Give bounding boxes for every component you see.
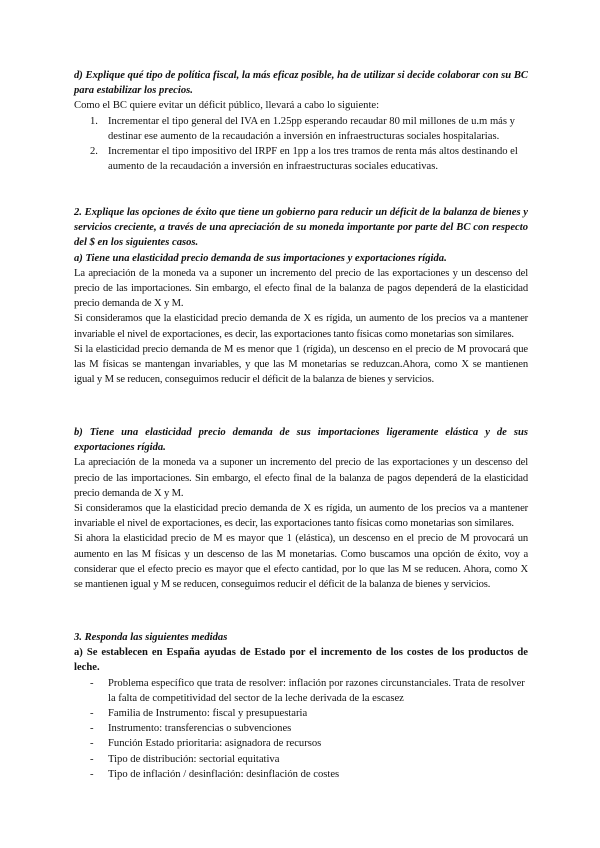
list-item (74, 114, 528, 144)
dash-bullet: - (90, 677, 94, 689)
list-number: 2. (90, 146, 98, 158)
question-3-heading: 3. Responda las siguientes medidas (74, 632, 228, 643)
question-2b (74, 425, 528, 592)
list-item-text: Tipo de distribución: sectorial equitativa (108, 753, 280, 765)
list-item (74, 767, 528, 782)
question-2 (74, 205, 528, 387)
paragraph: La apreciación de la moneda va a suponer un incremento del precio de las exportaciones y un descenso del precio de las importaciones. Sin embargo, el efecto final de la balanza de pagos dependerá de la elasticidad precio demanda de X y M. (74, 457, 528, 499)
dash-bullet: - (90, 708, 94, 720)
section-d-heading: d) Explique qué tipo de política fiscal, la más eficaz posible, ha de utilizar si decide colaborar con su BC para estabilizar los precios. (74, 70, 528, 97)
question-2-heading: 2. Explique las opciones de éxito que tiene un gobierno para reducir un déficit de la balanza de bienes y servicios creciente, a través de una apreciación de su moneda importante por parte del BC con respecto del $ en los siguientes casos. (74, 207, 528, 249)
section-d-intro: Como el BC quiere evitar un déficit público, llevará a cabo lo siguiente: (74, 100, 380, 112)
dash-bullet: - (90, 738, 94, 750)
list-item (74, 752, 528, 767)
dash-bullet: - (90, 723, 94, 735)
question-3a-heading: a) Se establecen en España ayudas de Estado por el incremento de los costes de los productos de leche. (74, 647, 528, 674)
list-item-text: Función Estado prioritaria: asignadora de recursos (108, 738, 322, 750)
list-number: 1. (90, 115, 98, 127)
list-item (74, 721, 528, 736)
list-item-text: Incrementar el tipo impositivo del IRPF en 1pp a los tres tramos de renta más altos destinando el aumento de la recaudación a inversión en infraestructuras sociales educativas. (108, 146, 518, 173)
list-item-text: Familia de Instrumento: fiscal y presupuestaria (108, 708, 308, 720)
question-2b-heading: b) Tiene una elasticidad precio demanda de sus importaciones ligeramente elástica y de sus exportaciones rígida. (74, 427, 528, 454)
list-item-text: Problema específico que trata de resolver: inflación por razones circunstanciales. Trata de resolver la falta de competitividad del sector de la leche derivada de la escasez (108, 677, 525, 704)
question-3a-list (74, 676, 528, 782)
paragraph: Si la elasticidad precio demanda de M es menor que 1 (rígida), un descenso en el precio de M provocará que las M físicas se mantengan invariables, y que las M monetarias se reduzcan.Ahora, como X se mantienen igual y M se reducen, conseguimos reducir el déficit de la balanza de bienes y servicios. (74, 343, 528, 386)
dash-bullet: - (90, 768, 94, 780)
paragraph: Si ahora la elasticidad precio de M es mayor que 1 (elástica), un descenso en el precio de M provocará un aumento en las M físicas y un descenso de las M monetarias. Como buscamos una opción de éxito, voy a considerar que el efecto precio es mayor que el efecto cantidad, por lo que las M se reducen. Ahora, como X se mantienen igual y M se reducen, conseguimos reducir el déficit de la balanza de bienes y servicios. (74, 533, 528, 591)
list-item (74, 144, 528, 174)
list-item-text: Incrementar el tipo general del IVA en 1.25pp esperando recaudar 80 mil millones de u.m más y destinar ese aumento de la recaudación a inversión en infraestructuras sociales hospitalarias. (108, 115, 515, 142)
paragraph: Si consideramos que la elasticidad precio demanda de X es rígida, un aumento de los precios va a mantener invariable el nivel de exportaciones, es decir, las exportaciones tanto físicas como monetarias son similares. (74, 313, 528, 340)
section-d-list (74, 114, 528, 175)
dash-bullet: - (90, 753, 94, 765)
list-item (74, 676, 528, 706)
list-item (74, 706, 528, 721)
list-item-text: Tipo de inflación / desinflación: desinflación de costes (108, 768, 340, 780)
list-item-text: Instrumento: transferencias o subvenciones (108, 723, 292, 735)
list-item (74, 736, 528, 751)
paragraph: La apreciación de la moneda va a suponer un incremento del precio de las exportaciones y un descenso del precio de las importaciones. Sin embargo, el efecto final de la balanza de pagos dependerá de la elasticidad precio demanda de X y M. (74, 267, 528, 310)
question-2a-heading: a) Tiene una elasticidad precio demanda de sus importaciones y exportaciones rígida. (74, 252, 447, 264)
question-3 (74, 630, 528, 782)
section-d (74, 68, 528, 174)
paragraph: Si consideramos que la elasticidad precio demanda de X es rígida, un aumento de los precios va a mantener invariable el nivel de exportaciones, es decir, las exportaciones tanto físicas como monetarias son similares. (74, 503, 528, 530)
